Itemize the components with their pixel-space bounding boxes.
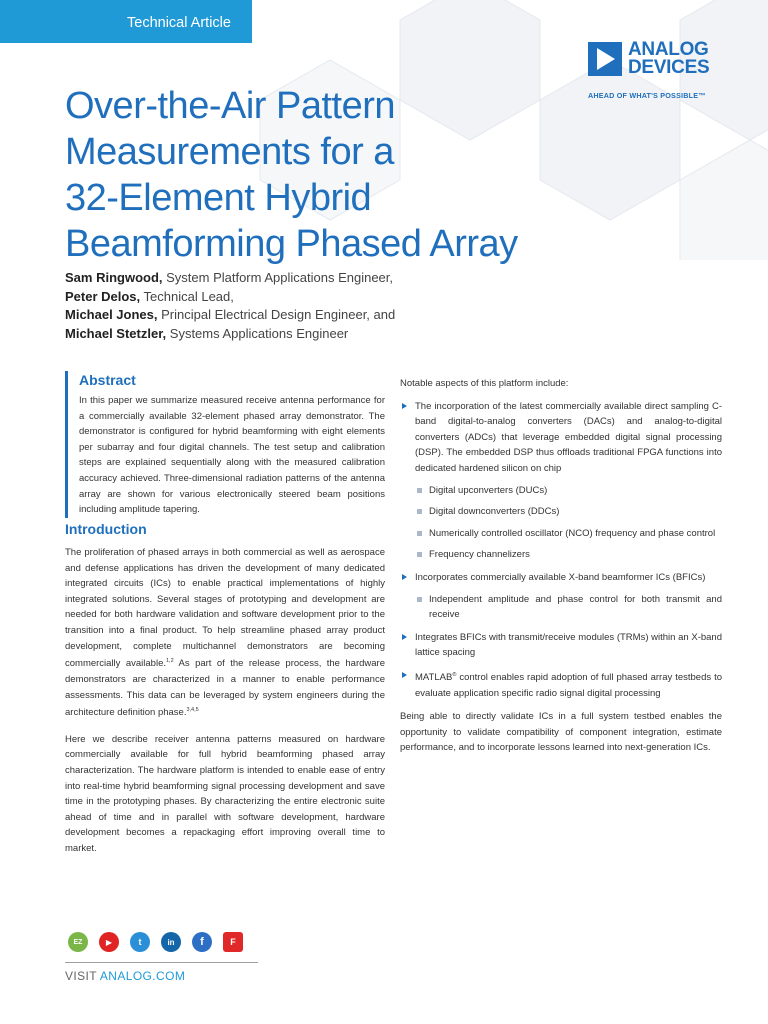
logo-triangle-icon: [588, 42, 622, 76]
intro-paragraph: The proliferation of phased arrays in both commercial as well as aerospace and defense applications has driven the development of many dedicated integrated circuits (ICs) to enable practical implementations of highly integrated solutions. Several stages of prototyping and development are needed for both hardware validation and software development prior to the transition into a final product. To help streamline phased array product development, complete multichannel demonstrators are becoming commercially available.$^{1,2}$ As part of the release process, the hardware demonstrators are characterized in a manner to enable performance assessments. This data can be leveraged by system engineers during the architecture definition phase.$^{3,4,5}$: [65, 547, 385, 719]
intro-paragraph: Here we describe receiver antenna patterns measured on hardware commercially available for full hybrid beamforming phased array characterization. The hardware platform is intended to enable ease of entry into real-time hybrid beamforming signal processing development and save time in the prototyping phases. By characterizing the entire electronic suite ahead of time and in parallel with software development, hardware development becomes a repackaging effort improving overall time to market.: [65, 733, 385, 854]
sub-bullet-item: Digital downconverters (DDCs): [400, 504, 722, 520]
introduction-heading: Introduction: [65, 521, 147, 537]
introduction-section: [65, 520, 385, 857]
social-links: [68, 932, 243, 952]
author-line: Peter Delos, Technical Lead,: [65, 288, 234, 304]
linkedin-icon[interactable]: in: [161, 932, 181, 952]
bullet-item: MATLAB® control enables rapid adoption of full phased array testbeds to evaluate application specific radio signal digital processing: [400, 668, 722, 701]
article-title: Over-the-Air Pattern Measurements for a 32-Element Hybrid Beamforming Phased Array: [65, 85, 518, 265]
bullet-item: Integrates BFICs with transmit/receive modules (TRMs) within an X-band lattice spacing: [400, 630, 722, 661]
facebook-icon[interactable]: f: [192, 932, 212, 952]
analog-com-link[interactable]: ANALOG.COM: [99, 969, 186, 983]
author-list: [65, 269, 395, 343]
closing-paragraph: Being able to directly validate ICs in a full system testbed enables the opportunity to validate compatibility of component integration, estimate performance, and to incorporate lessons learned into next-generation ICs.: [400, 711, 722, 754]
abstract-text: In this paper we summarize measured receive antenna performance for a commercially available 32-element phased array demonstrator. The demonstrator is configured for hybrid beamforming with eight elements per subarray and four digital channels. The test setup and calibration steps are explained sequentially along with the measured calibration accuracy achieved. Three-dimensional radiation patterns of the antenna array are shown for various electronically steered beam positions including amplitude tapering.: [79, 395, 385, 516]
youtube-icon[interactable]: ▶: [99, 932, 119, 952]
twitter-icon[interactable]: t: [130, 932, 150, 952]
aspects-lead: Notable aspects of this platform include:: [400, 378, 569, 389]
author-line: Michael Jones, Principal Electrical Design Engineer, and: [65, 307, 396, 322]
citation: 3,4,5: [186, 707, 199, 714]
abstract-section: [65, 371, 385, 518]
author-line: Michael Stetzler, Systems Applications Engineer: [65, 325, 349, 341]
flipboard-icon[interactable]: F: [223, 932, 243, 952]
logo-wordmark: ANALOG DEVICES: [628, 39, 710, 78]
author-line: Sam Ringwood, System Platform Applications Engineer,: [65, 270, 394, 285]
bullet-item: Incorporates commercially available X-band beamformer ICs (BFICs): [400, 570, 722, 586]
sub-bullet-item: Numerically controlled oscillator (NCO) frequency and phase control: [400, 526, 722, 542]
bullet-item: The incorporation of the latest commercially available direct sampling C-band digital-to-analog converters (DACs) and analog-to-digital converters (ADCs) that leverage embedded digital signal processing (DSP). The embedded DSP thus offloads traditional FPGA functions into dedicated hardened silicon on chip: [400, 399, 722, 477]
sub-bullet-item: Frequency channelizers: [400, 547, 722, 563]
visit-link[interactable]: VISIT ANALOG.COM: [65, 969, 186, 983]
abstract-heading: Abstract: [79, 372, 136, 388]
ez-icon[interactable]: EZ: [68, 932, 88, 952]
citation: 1,2: [166, 658, 174, 665]
platform-aspects-column: [400, 376, 722, 756]
sub-bullet-item: Independent amplitude and phase control for both transmit and receive: [400, 592, 722, 623]
article-type-tag: Technical Article: [0, 0, 252, 43]
logo-tagline: AHEAD OF WHAT'S POSSIBLE™: [588, 91, 706, 100]
sub-bullet-item: Digital upconverters (DUCs): [400, 483, 722, 499]
footer-divider: [65, 962, 258, 963]
